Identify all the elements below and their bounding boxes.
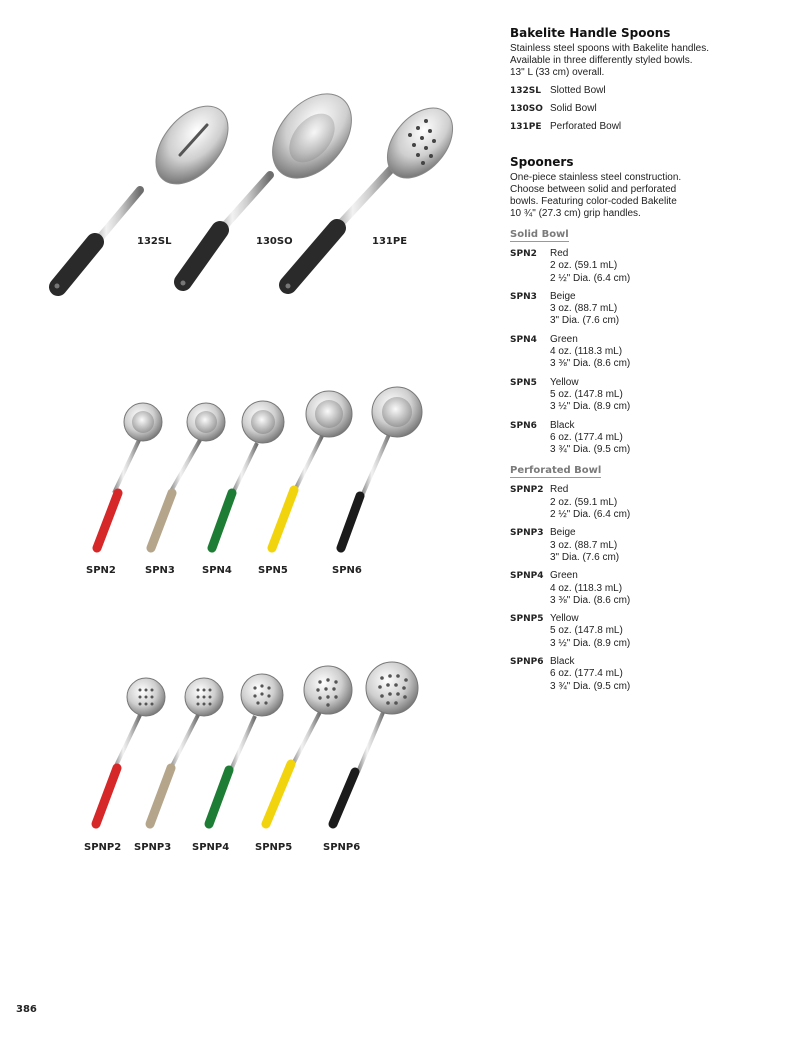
spooners-title: Spooners [510,155,574,169]
item-dia: 3 ⅜" Dia. (8.6 cm) [550,358,631,370]
model-code: 131PE [510,122,542,132]
item-color: Black [550,656,575,668]
item-code: SPNP3 [510,528,544,539]
item-code: SPN2 [510,249,537,259]
label-spnp3: SPNP3 [134,842,172,853]
item-code: SPNP4 [510,571,544,582]
item-details [550,613,630,650]
item-details [550,484,630,521]
label-spnp4: SPNP4 [192,842,230,853]
item-dia: 3 ⅜" Dia. (8.6 cm) [550,594,631,606]
item-color: Red [550,484,569,496]
model-code: 132SL [510,86,542,96]
spoon-132sl-image [55,93,243,289]
model-row [510,103,790,115]
item-color: Yellow [550,613,579,625]
item-details [550,334,630,371]
item-details [550,420,630,457]
label-spn4: SPN4 [202,565,232,576]
label-spnp2: SPNP2 [84,842,122,853]
item-capacity: 2 oz. (59.1 mL) [550,496,618,508]
item-dia: 3 ½" Dia. (8.9 cm) [550,401,631,413]
spooner-spec-row [510,527,790,564]
perforated-bowl-list [510,484,790,692]
item-color: Yellow [550,376,579,388]
label-spn2: SPN2 [86,565,116,576]
item-capacity: 2 oz. (59.1 mL) [550,260,618,272]
model-desc: Solid Bowl [550,103,597,114]
item-details [550,248,630,285]
item-code: SPNP6 [510,657,544,668]
spooner-spn2-image [97,403,162,548]
model-desc: Slotted Bowl [550,85,606,96]
item-capacity: 5 oz. (147.8 mL) [550,625,623,637]
bakelite-desc-line: Stainless steel spoons with Bakelite handles. [510,43,710,54]
label-130so: 130SO [256,236,293,247]
item-capacity: 4 oz. (118.3 mL) [550,582,623,594]
item-capacity: 6 oz. (177.4 mL) [550,668,623,680]
item-details [550,527,619,564]
label-spnp6: SPNP6 [323,842,361,853]
solid-bowl-list [510,248,790,456]
item-details [550,291,619,328]
item-details [550,656,630,693]
model-code: 130SO [510,104,543,114]
bakelite-title: Bakelite Handle Spoons [510,26,671,40]
item-dia: 3" Dia. (7.6 cm) [550,551,620,563]
label-131pe: 131PE [372,236,408,247]
spooner-spec-row [510,377,790,414]
item-code: SPN4 [510,334,537,345]
item-color: Black [550,419,575,431]
item-code: SPNP5 [510,614,544,625]
item-dia: 3 ½" Dia. (8.9 cm) [550,637,631,649]
item-color: Green [550,333,578,345]
item-code: SPNP2 [510,485,544,496]
spooner-spec-row [510,613,790,650]
spooner-spec-row [510,570,790,607]
item-color: Red [550,248,569,259]
product-text-column [510,26,790,693]
spooner-spec-row [510,656,790,693]
spooner-spec-row [510,420,790,457]
item-capacity: 4 oz. (118.3 mL) [550,346,623,358]
spooners-desc-line: Choose between solid and perforated [510,184,677,195]
item-dia: 2 ½" Dia. (6.4 cm) [550,272,631,284]
spooner-spn6-image [341,387,422,548]
item-capacity: 6 oz. (177.4 mL) [550,431,623,443]
bakelite-section [510,26,790,133]
label-spn5: SPN5 [258,565,288,576]
bakelite-desc-line: 13" L (33 cm) overall. [510,67,605,78]
item-details [550,377,630,414]
spooner-spec-row [510,334,790,371]
model-desc: Perforated Bowl [550,121,622,132]
solid-bowl-heading: Solid Bowl [510,229,569,240]
item-code: SPN6 [510,420,537,431]
spooners-desc-line: 10 ¾" (27.3 cm) grip handles. [510,208,641,219]
spooners-desc-line: bowls. Featuring color-coded Bakelite [510,196,677,207]
label-spn6: SPN6 [332,565,362,576]
item-capacity: 5 oz. (147.8 mL) [550,388,623,400]
spooner-spec-row [510,291,790,328]
item-color: Beige [550,290,576,302]
model-row [510,85,790,97]
spooners-desc-line: One-piece stainless steel construction. [510,172,682,183]
spooners-section [510,155,790,693]
bakelite-desc-line: Available in three differently styled bowls. [510,55,693,66]
label-132sl: 132SL [137,236,172,247]
spooner-spec-row [510,484,790,521]
item-color: Green [550,570,578,582]
item-dia: 3 ¾" Dia. (9.5 cm) [550,680,631,692]
item-code: SPN5 [510,377,537,388]
item-dia: 3" Dia. (7.6 cm) [550,315,620,327]
item-dia: 3 ¾" Dia. (9.5 cm) [550,444,631,456]
spooner-spn5-image [272,391,352,548]
item-capacity: 3 oz. (88.7 mL) [550,539,618,551]
item-capacity: 3 oz. (88.7 mL) [550,303,618,315]
page-number: 386 [16,1004,37,1015]
model-row [510,121,790,133]
label-spnp5: SPNP5 [255,842,293,853]
item-dia: 2 ½" Dia. (6.4 cm) [550,509,631,521]
perforated-bowl-heading: Perforated Bowl [510,465,602,477]
item-color: Beige [550,527,576,539]
item-details [550,570,630,607]
item-code: SPN3 [510,291,537,302]
label-spn3: SPN3 [145,565,175,576]
spooner-spec-row [510,248,790,285]
